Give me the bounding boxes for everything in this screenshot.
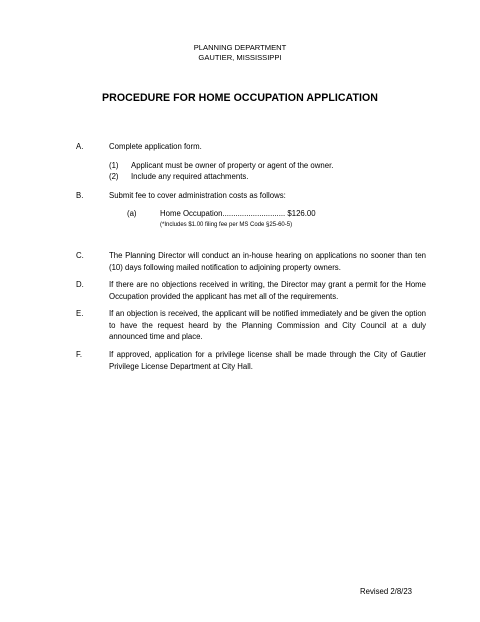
fee-number: (a) (127, 209, 137, 218)
item-letter: E. (76, 309, 84, 318)
subitem-text: Include any required attachments. (131, 172, 249, 181)
procedure-item-d (76, 279, 426, 302)
fee-note: (*Includes $1.00 filing fee per MS Code §25-60-5) (160, 222, 293, 228)
fee-amount: $126.00 (287, 209, 316, 218)
subitem-number: (1) (109, 161, 119, 170)
department-header (0, 43, 480, 63)
revision-date: Revised 2/8/23 (359, 587, 412, 596)
item-text: Submit fee to cover administration costs as follows: (109, 191, 286, 200)
item-letter: C. (76, 251, 84, 260)
department-location: GAUTIER, MISSISSIPPI (198, 53, 282, 62)
fee-label: Home Occupation (160, 209, 223, 218)
item-text: If an objection is received, the applicant will be notified immediately and be given the option to have the request heard by the Planning Commission and City Council at a duly announced time and place. (109, 309, 426, 341)
subitem-2 (109, 171, 248, 183)
subitem-1 (109, 160, 333, 172)
item-letter: D. (76, 280, 84, 289)
procedure-item-e (76, 308, 426, 343)
item-text: Complete application form. (109, 142, 202, 151)
procedure-item-a (76, 141, 426, 153)
item-text: If there are no objections received in writing, the Director may grant a permit for the Home Occupation provided the applicant has met all of the requirements. (109, 280, 426, 301)
subitem-text: Applicant must be owner of property or agent of the owner. (131, 161, 334, 170)
department-name: PLANNING DEPARTMENT (193, 43, 287, 52)
fee-line (127, 208, 316, 220)
item-letter: B. (76, 191, 84, 200)
fee-leader-dots: ............................. (222, 209, 286, 218)
item-letter: F. (76, 350, 83, 359)
subitem-number: (2) (109, 172, 119, 181)
procedure-item-c (76, 250, 426, 273)
item-text: The Planning Director will conduct an in-house hearing on applications no sooner than ten (10) days following mailed notification to adjoining property owners. (109, 251, 426, 272)
item-text: If approved, application for a privilege license shall be made through the City of Gautier Privilege License Department at City Hall. (109, 350, 426, 371)
item-letter: A. (76, 142, 84, 151)
procedure-item-f (76, 349, 426, 372)
page-title: PROCEDURE FOR HOME OCCUPATION APPLICATION (102, 92, 378, 104)
procedure-item-b (76, 190, 426, 202)
